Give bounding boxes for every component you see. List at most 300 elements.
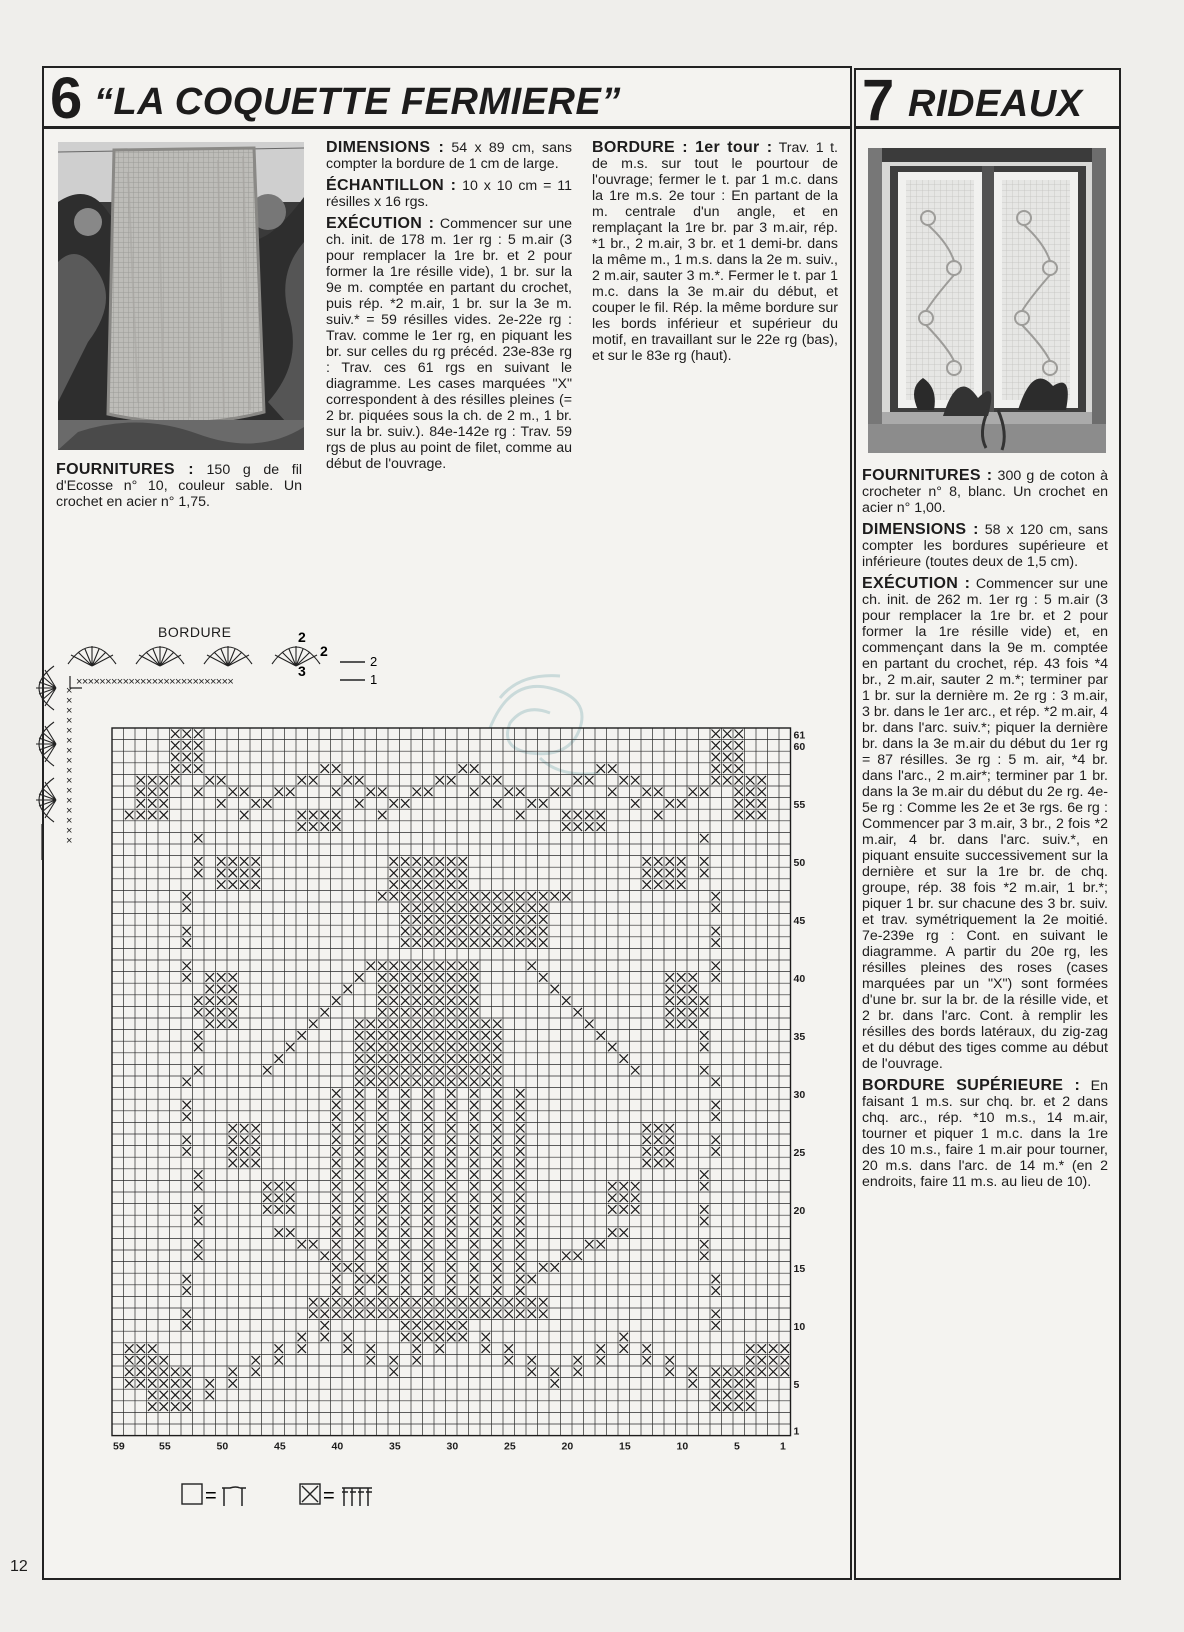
s6-bordure-text: Trav. 1 t. de m.s. sur tout le pourtour de l'ouvrage; fermer le t. par 1 m.c. dans la 1re m.s. 2e tour : En partant de la m. centrale d'un angle, et en remplaçant la 1re br. par 3 m.air, rép. *1 br., 2 m.air, 3 br. et 1 demi-br. dans la même m., 1 m.s. dans la 2e m. suiv., 2 m.air, sauter 3 m.*. Fermer le t. par 1 m.c. dans la 3e m.air du début, et couper le fil. Rép. la même bordure sur les bords inférieur et supérieur du motif, en travaillant sur le 22e rg (bas), et sur le 83e rg (haut). xyxy=(592,140,838,364)
chart-filled-cell xyxy=(298,811,307,820)
chart-filled-cell xyxy=(712,753,721,762)
chart-filled-cell xyxy=(700,1043,709,1052)
chart-filled-cell xyxy=(309,822,318,831)
chart-filled-cell xyxy=(160,1356,169,1365)
chart-filled-cell xyxy=(332,1228,341,1237)
chart-filled-cell xyxy=(666,1008,675,1017)
chart-filled-cell xyxy=(459,1043,468,1052)
chart-filled-cell xyxy=(470,1263,479,1272)
chart-filled-cell xyxy=(516,1147,525,1156)
chart-filled-cell xyxy=(413,1333,422,1342)
chart-filled-cell xyxy=(286,1043,295,1052)
chart-filled-cell xyxy=(528,938,537,947)
chart-filled-cell xyxy=(700,788,709,797)
chart-filled-cell xyxy=(723,753,732,762)
chart-filled-cell xyxy=(758,799,767,808)
chart-row-label: 55 xyxy=(793,799,806,812)
chart-filled-cell xyxy=(459,1054,468,1063)
chart-filled-cell xyxy=(367,1031,376,1040)
chart-filled-cell xyxy=(654,880,663,889)
s7-text-column xyxy=(862,468,1108,1196)
chart-filled-cell xyxy=(482,1298,491,1307)
chart-filled-cell xyxy=(493,1205,502,1214)
chart-filled-cell xyxy=(401,1008,410,1017)
chart-filled-cell xyxy=(482,1031,491,1040)
chart-filled-cell xyxy=(539,938,548,947)
chart-filled-cell xyxy=(390,857,399,866)
chart-filled-cell xyxy=(505,788,514,797)
chart-filled-cell xyxy=(240,880,249,889)
chart-filled-cell xyxy=(447,1078,456,1087)
chart-filled-cell xyxy=(643,1344,652,1353)
tablecloth-photo xyxy=(58,142,304,450)
chart-filled-cell xyxy=(516,1112,525,1121)
chart-filled-cell xyxy=(470,1112,479,1121)
chart-filled-cell xyxy=(447,904,456,913)
chart-filled-cell xyxy=(677,869,686,878)
bordure-fan xyxy=(272,646,320,666)
chart-filled-cell xyxy=(378,973,387,982)
chart-filled-cell xyxy=(424,892,433,901)
chart-filled-cell xyxy=(436,857,445,866)
chart-filled-cell xyxy=(746,788,755,797)
chart-filled-cell xyxy=(643,857,652,866)
chart-filled-cell xyxy=(390,962,399,971)
chart-filled-cell xyxy=(516,811,525,820)
chart-filled-cell xyxy=(390,1066,399,1075)
bordure-fan xyxy=(36,722,56,766)
chart-filled-cell xyxy=(332,1310,341,1319)
chart-filled-cell xyxy=(275,1194,284,1203)
chart-col-label: 1 xyxy=(780,1440,786,1453)
chart-filled-cell xyxy=(332,1275,341,1284)
chart-filled-cell xyxy=(493,1194,502,1203)
chart-filled-cell xyxy=(666,799,675,808)
chart-filled-cell xyxy=(401,1263,410,1272)
legend-empty-stitch-icon xyxy=(222,1487,246,1506)
s6-fournitures-text: 150 g de fil d'Ecosse n° 10, couleur sable. Un crochet en acier n° 1,75. xyxy=(56,462,303,510)
chart-filled-cell xyxy=(332,1147,341,1156)
chart-filled-cell xyxy=(332,1240,341,1249)
chart-filled-cell xyxy=(493,892,502,901)
chart-filled-cell xyxy=(378,1020,387,1029)
chart-filled-cell xyxy=(424,1054,433,1063)
chart-filled-cell xyxy=(436,904,445,913)
chart-filled-cell xyxy=(401,1321,410,1330)
chart-filled-cell xyxy=(125,1379,134,1388)
chart-filled-cell xyxy=(436,776,445,785)
chart-filled-cell xyxy=(459,938,468,947)
chart-filled-cell xyxy=(401,1205,410,1214)
chart-filled-cell xyxy=(723,764,732,773)
chart-filled-cell xyxy=(171,1391,180,1400)
chart-filled-cell xyxy=(666,880,675,889)
chart-row-label: 60 xyxy=(793,741,806,754)
chart-filled-cell xyxy=(183,927,192,936)
chart-filled-cell xyxy=(574,822,583,831)
chart-filled-cell xyxy=(321,1310,330,1319)
chart-filled-cell xyxy=(424,996,433,1005)
chart-filled-cell xyxy=(137,1344,146,1353)
chart-filled-cell xyxy=(344,1344,353,1353)
chart-filled-cell xyxy=(585,1240,594,1249)
chart-filled-cell xyxy=(137,1368,146,1377)
chart-filled-cell xyxy=(447,1182,456,1191)
chart-filled-cell xyxy=(493,1252,502,1261)
chart-filled-cell xyxy=(229,996,238,1005)
chart-filled-cell xyxy=(148,799,157,808)
chart-filled-cell xyxy=(436,973,445,982)
chart-filled-cell xyxy=(482,1066,491,1075)
chart-filled-cell xyxy=(229,880,238,889)
chart-filled-cell xyxy=(585,811,594,820)
s6-fournitures xyxy=(56,462,302,516)
chart-filled-cell xyxy=(378,1205,387,1214)
chart-filled-cell xyxy=(493,1182,502,1191)
chart-filled-cell xyxy=(459,1333,468,1342)
chart-filled-cell xyxy=(424,915,433,924)
chart-filled-cell xyxy=(321,1321,330,1330)
chart-filled-cell xyxy=(401,1101,410,1110)
chart-filled-cell xyxy=(148,1368,157,1377)
chart-filled-cell xyxy=(263,1182,272,1191)
chart-filled-cell xyxy=(459,1020,468,1029)
chart-filled-cell xyxy=(436,1066,445,1075)
chart-filled-cell xyxy=(390,1078,399,1087)
chart-filled-cell xyxy=(424,1008,433,1017)
chart-filled-cell xyxy=(252,857,261,866)
chart-filled-cell xyxy=(654,811,663,820)
chart-filled-cell xyxy=(332,1298,341,1307)
chart-filled-cell xyxy=(378,892,387,901)
chart-filled-cell xyxy=(378,962,387,971)
bordure-stitch-col: × xyxy=(66,825,73,837)
chart-filled-cell xyxy=(447,962,456,971)
chart-filled-cell xyxy=(735,741,744,750)
chart-filled-cell xyxy=(436,938,445,947)
chart-filled-cell xyxy=(470,1182,479,1191)
chart-filled-cell xyxy=(194,730,203,739)
chart-filled-cell xyxy=(758,1356,767,1365)
chart-filled-cell xyxy=(424,1298,433,1307)
chart-filled-cell xyxy=(252,880,261,889)
chart-filled-cell xyxy=(447,1310,456,1319)
chart-filled-cell xyxy=(746,1356,755,1365)
chart-filled-cell xyxy=(620,1228,629,1237)
chart-filled-cell xyxy=(723,741,732,750)
chart-filled-cell xyxy=(229,869,238,878)
chart-filled-cell xyxy=(309,811,318,820)
chart-filled-cell xyxy=(367,1020,376,1029)
chart-filled-cell xyxy=(194,1252,203,1261)
chart-col-label: 55 xyxy=(159,1440,171,1453)
chart-filled-cell xyxy=(712,764,721,773)
chart-filled-cell xyxy=(194,1240,203,1249)
chart-filled-cell xyxy=(689,1379,698,1388)
chart-filled-cell xyxy=(505,915,514,924)
chart-filled-cell xyxy=(424,1252,433,1261)
chart-filled-cell xyxy=(378,1252,387,1261)
chart-filled-cell xyxy=(516,904,525,913)
chart-filled-cell xyxy=(689,985,698,994)
chart-filled-cell xyxy=(183,1136,192,1145)
chart-filled-cell xyxy=(401,799,410,808)
bordure-stitch-col: × xyxy=(66,815,73,827)
chart-filled-cell xyxy=(263,799,272,808)
bordure-stitch-col: × xyxy=(66,705,73,717)
chart-filled-cell xyxy=(367,1275,376,1284)
chart-filled-cell xyxy=(206,1391,215,1400)
chart-filled-cell xyxy=(355,1298,364,1307)
chart-filled-cell xyxy=(378,1124,387,1133)
chart-filled-cell xyxy=(401,1252,410,1261)
chart-filled-cell xyxy=(355,1020,364,1029)
chart-filled-cell xyxy=(758,1344,767,1353)
chart-filled-cell xyxy=(298,1240,307,1249)
chart-filled-cell xyxy=(183,1275,192,1284)
chart-filled-cell xyxy=(137,799,146,808)
bordure-stitch-col: × xyxy=(66,725,73,737)
chart-filled-cell xyxy=(413,927,422,936)
chart-filled-cell xyxy=(424,857,433,866)
chart-filled-cell xyxy=(436,1344,445,1353)
chart-filled-cell xyxy=(160,811,169,820)
chart-filled-cell xyxy=(183,1112,192,1121)
chart-filled-cell xyxy=(424,1217,433,1226)
chart-filled-cell xyxy=(424,962,433,971)
chart-filled-cell xyxy=(332,1101,341,1110)
chart-filled-cell xyxy=(401,962,410,971)
chart-filled-cell xyxy=(447,857,456,866)
chart-filled-cell xyxy=(482,1054,491,1063)
chart-filled-cell xyxy=(620,1182,629,1191)
chart-filled-cell xyxy=(470,1043,479,1052)
chart-filled-cell xyxy=(735,788,744,797)
chart-filled-cell xyxy=(263,1194,272,1203)
chart-filled-cell xyxy=(378,1182,387,1191)
chart-filled-cell xyxy=(240,788,249,797)
chart-filled-cell xyxy=(309,1298,318,1307)
chart-filled-cell xyxy=(355,1031,364,1040)
chart-filled-cell xyxy=(470,1205,479,1214)
chart-filled-cell xyxy=(194,1008,203,1017)
chart-filled-cell xyxy=(712,904,721,913)
chart-filled-cell xyxy=(470,915,479,924)
chart-filled-cell xyxy=(332,811,341,820)
chart-filled-cell xyxy=(171,730,180,739)
chart-filled-cell xyxy=(574,1252,583,1261)
chart-filled-cell xyxy=(643,869,652,878)
chart-filled-cell xyxy=(298,1344,307,1353)
chart-filled-cell xyxy=(424,1170,433,1179)
chart-filled-cell xyxy=(424,985,433,994)
chart-filled-cell xyxy=(620,1205,629,1214)
chart-filled-cell xyxy=(378,1112,387,1121)
s7-bordure-sup-text: En faisant 1 m.s. sur chq. br. et 2 dans chq. arc., rép. *10 m.s., 14 m.air, tourner et piquer 1 m.c. dans la 1re des 10 m.s., faire 1 m.air pour tourner, 20 m.s. dans l'arc. de 14 m.* (en 2 endroits, faire 11 m.s. au lieu de 10). xyxy=(862,1078,1109,1190)
chart-filled-cell xyxy=(194,753,203,762)
s6-echantillon-text: 10 x 10 cm = 11 résilles x 16 rgs. xyxy=(326,178,572,210)
chart-filled-cell xyxy=(229,1008,238,1017)
chart-filled-cell xyxy=(493,1112,502,1121)
chart-filled-cell xyxy=(309,1310,318,1319)
chart-col-label: 59 xyxy=(113,1440,125,1453)
chart-filled-cell xyxy=(493,1170,502,1179)
chart-filled-cell xyxy=(436,1054,445,1063)
chart-filled-cell xyxy=(390,996,399,1005)
bordure-stitch-col: × xyxy=(66,775,73,787)
chart-filled-cell xyxy=(378,1194,387,1203)
chart-filled-cell xyxy=(378,1263,387,1272)
chart-filled-cell xyxy=(355,1263,364,1272)
chart-filled-cell xyxy=(401,892,410,901)
chart-filled-cell xyxy=(482,927,491,936)
chart-filled-cell xyxy=(252,1124,261,1133)
chart-filled-cell xyxy=(689,1368,698,1377)
chart-filled-cell xyxy=(493,1101,502,1110)
chart-filled-cell xyxy=(493,1298,502,1307)
chart-filled-cell xyxy=(516,1124,525,1133)
chart-filled-cell xyxy=(424,1310,433,1319)
chart-filled-cell xyxy=(413,973,422,982)
chart-filled-cell xyxy=(137,1356,146,1365)
chart-filled-cell xyxy=(240,869,249,878)
chart-filled-cell xyxy=(401,1147,410,1156)
chart-filled-cell xyxy=(459,927,468,936)
chart-filled-cell xyxy=(700,1252,709,1261)
chart-filled-cell xyxy=(378,1170,387,1179)
chart-filled-cell xyxy=(229,1136,238,1145)
chart-filled-cell xyxy=(321,1008,330,1017)
chart-filled-cell xyxy=(355,1240,364,1249)
chart-filled-cell xyxy=(183,973,192,982)
chart-filled-cell xyxy=(183,1286,192,1295)
chart-filled-cell xyxy=(436,996,445,1005)
chart-filled-cell xyxy=(252,1159,261,1168)
chart-filled-cell xyxy=(712,1321,721,1330)
bordure-stitch-col: × xyxy=(66,765,73,777)
chart-filled-cell xyxy=(344,1298,353,1307)
chart-filled-cell xyxy=(332,1182,341,1191)
chart-filled-cell xyxy=(447,1205,456,1214)
chart-filled-cell xyxy=(424,869,433,878)
chart-filled-cell xyxy=(401,1286,410,1295)
chart-filled-cell xyxy=(459,764,468,773)
chart-filled-cell xyxy=(183,1379,192,1388)
chart-filled-cell xyxy=(424,1101,433,1110)
chart-filled-cell xyxy=(286,788,295,797)
chart-filled-cell xyxy=(666,869,675,878)
chart-filled-cell xyxy=(470,996,479,1005)
chart-filled-cell xyxy=(447,776,456,785)
chart-filled-cell xyxy=(309,1240,318,1249)
chart-filled-cell xyxy=(700,1205,709,1214)
chart-filled-cell xyxy=(413,1078,422,1087)
chart-filled-cell xyxy=(355,1159,364,1168)
chart-filled-cell xyxy=(493,1310,502,1319)
chart-filled-cell xyxy=(631,776,640,785)
chart-filled-cell xyxy=(378,1298,387,1307)
chart-filled-cell xyxy=(689,1008,698,1017)
chart-filled-cell xyxy=(148,811,157,820)
chart-filled-cell xyxy=(183,764,192,773)
s7-fournitures-label: FOURNITURES : xyxy=(862,467,993,484)
chart-filled-cell xyxy=(470,1078,479,1087)
chart-filled-cell xyxy=(367,1054,376,1063)
chart-filled-cell xyxy=(298,1031,307,1040)
chart-filled-cell xyxy=(367,1066,376,1075)
chart-filled-cell xyxy=(424,1078,433,1087)
chart-filled-cell xyxy=(482,1020,491,1029)
chart-filled-cell xyxy=(401,1228,410,1237)
chart-col-label: 40 xyxy=(331,1440,344,1453)
chart-filled-cell xyxy=(424,880,433,889)
bordure-mark-3: 3 xyxy=(298,663,306,679)
chart-filled-cell xyxy=(505,1310,514,1319)
chart-filled-cell xyxy=(229,973,238,982)
chart-filled-cell xyxy=(654,857,663,866)
chart-filled-cell xyxy=(459,973,468,982)
chart-filled-cell xyxy=(459,985,468,994)
chart-filled-cell xyxy=(643,880,652,889)
chart-filled-cell xyxy=(447,1112,456,1121)
chart-filled-cell xyxy=(723,776,732,785)
chart-filled-cell xyxy=(413,1054,422,1063)
chart-filled-cell xyxy=(608,1228,617,1237)
chart-filled-cell xyxy=(424,1263,433,1272)
bordure-corner-line xyxy=(42,676,82,860)
bordure-stitch-col: × xyxy=(66,685,73,697)
chart-filled-cell xyxy=(436,869,445,878)
chart-filled-cell xyxy=(401,869,410,878)
chart-filled-cell xyxy=(413,962,422,971)
chart-filled-cell xyxy=(275,1182,284,1191)
chart-filled-cell xyxy=(217,869,226,878)
chart-filled-cell xyxy=(528,892,537,901)
chart-filled-cell xyxy=(574,811,583,820)
chart-filled-cell xyxy=(275,1228,284,1237)
chart-filled-cell xyxy=(148,1379,157,1388)
chart-filled-cell xyxy=(436,880,445,889)
chart-filled-cell xyxy=(459,1066,468,1075)
chart-filled-cell xyxy=(608,764,617,773)
chart-filled-cell xyxy=(378,1066,387,1075)
chart-filled-cell xyxy=(183,753,192,762)
chart-col-label: 50 xyxy=(216,1440,229,1453)
chart-filled-cell xyxy=(401,985,410,994)
chart-filled-cell xyxy=(528,1310,537,1319)
bordure-stitch-col: × xyxy=(66,805,73,817)
chart-filled-cell xyxy=(194,1182,203,1191)
chart-filled-cell xyxy=(654,1124,663,1133)
s7-bordure-sup-label: BORDURE SUPÉRIEURE : xyxy=(862,1077,1081,1094)
chart-filled-cell xyxy=(689,973,698,982)
chart-filled-cell xyxy=(470,764,479,773)
s7-execution-text: Commencer sur une ch. init. de 262 m. 1er rg : 5 m.air (3 pour remplacer la 1re br. et 2 pour former la 1re résille vide) et, en commençant dans la 9e m. comptée en partant du crochet, rép. 43 fois *4 br., 2 m.air, sauter 2 m.*; terminer par 1 br. sur la dernière m. 2e rg : 3 m.air, 3 br. dans le 1er arc., et rép. *2 m.air, 4 br. dans l'arc. suiv.*; piquer la dernière br. dans la 3e m.air du début du 1er rg = 87 résilles. 3e rg : 5 m. air, *4 br. dans l'arc., 2 m.air*; terminer par 1 br. dans la 3e m.air du début du 2e rg. 4e-5e rg : Comme les 2e et 3e rgs. 6e rg : Commencer par 3 m.air, 3 br., 2 fois *2 m.air, 4 br. dans l'arc. suiv.*, en piquant ensuite successivement sur la dernière et sur la 1re br. de chq. groupe, rép. 38 fois *2 m.air, 1 br.*; piquer 1 br. sur chacune des 3 br. suiv. et trav. symétriquement la 2e moitié. 7e-239e rg : Cont. en suivant le diagramme. A partir du 20e rg, les résilles pleines des roses (cases marquées par un "X") sont formées d'une br. sur la br. de la résille vide, et 2 br. dans l'arc. Cont. à remplir les résilles des bords latéraux, du zig-zag et du début des tiges comme au début de l'ouvrage. xyxy=(862,576,1109,1072)
chart-filled-cell xyxy=(528,915,537,924)
chart-filled-cell xyxy=(482,1043,491,1052)
bordure-diagram-label: BORDURE xyxy=(158,624,232,640)
chart-filled-cell xyxy=(505,1298,514,1307)
chart-filled-cell xyxy=(229,1368,238,1377)
chart-filled-cell xyxy=(424,1147,433,1156)
chart-filled-cell xyxy=(505,927,514,936)
chart-filled-cell xyxy=(516,1101,525,1110)
chart-filled-cell xyxy=(413,892,422,901)
chart-filled-cell xyxy=(355,1310,364,1319)
chart-filled-cell xyxy=(355,1101,364,1110)
chart-col-label: 20 xyxy=(561,1440,574,1453)
chart-filled-cell xyxy=(413,1031,422,1040)
